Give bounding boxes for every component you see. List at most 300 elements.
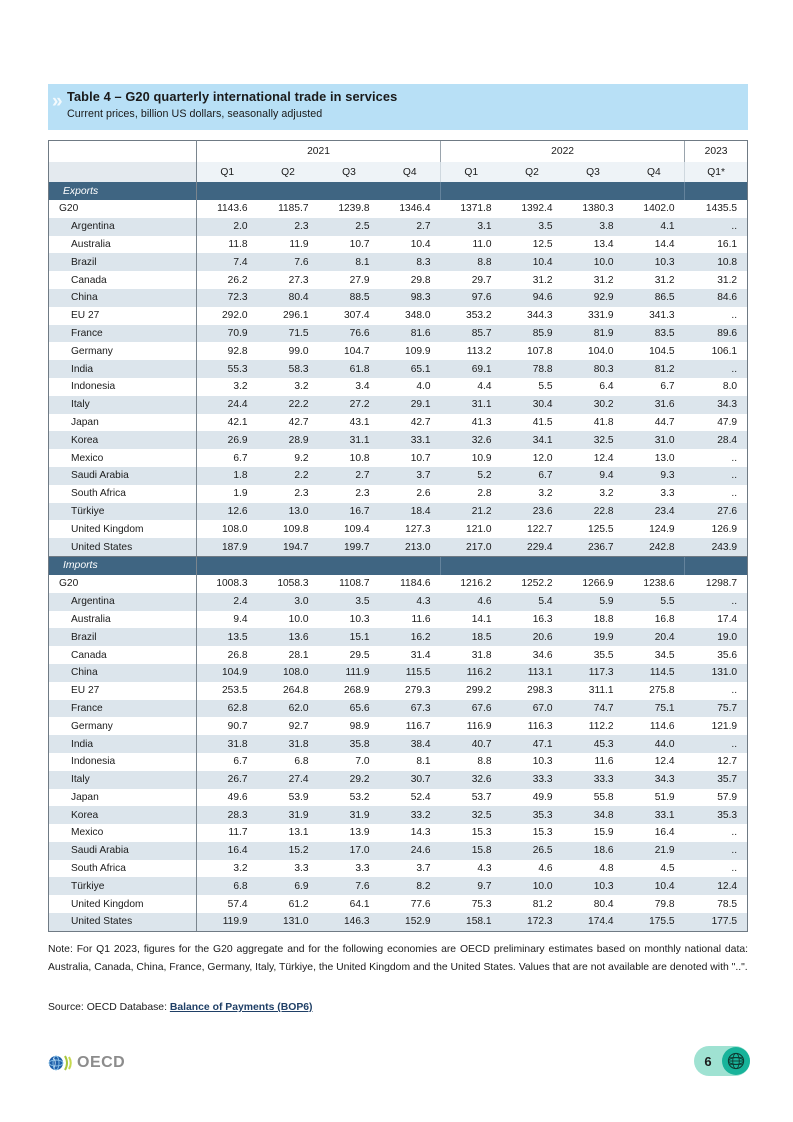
data-cell: 104.5 (624, 342, 685, 360)
data-cell: 109.4 (319, 520, 380, 538)
row-label: United States (49, 538, 197, 556)
data-cell: 41.5 (502, 414, 563, 432)
data-cell: 108.0 (197, 520, 258, 538)
data-cell: 42.7 (258, 414, 319, 432)
data-cell: 6.8 (197, 877, 258, 895)
oecd-globe-icon (48, 1053, 74, 1073)
section-spacer-cell (319, 556, 380, 575)
data-cell: 80.3 (563, 360, 624, 378)
data-cell: 125.5 (563, 520, 624, 538)
table-row (49, 806, 748, 824)
table-row (49, 700, 748, 718)
data-cell: 11.8 (197, 236, 258, 254)
quarter-header-cell: Q1 (441, 162, 502, 182)
data-cell: 5.4 (502, 593, 563, 611)
data-cell: 33.2 (380, 806, 441, 824)
data-cell: 1185.7 (258, 200, 319, 218)
data-cell: 31.1 (441, 396, 502, 414)
data-cell: 13.1 (258, 824, 319, 842)
section-spacer-cell (441, 556, 502, 575)
data-cell: 1238.6 (624, 575, 685, 593)
data-cell: 18.4 (380, 503, 441, 521)
data-cell: 31.2 (563, 271, 624, 289)
data-cell: 4.6 (441, 593, 502, 611)
data-cell: 31.2 (624, 271, 685, 289)
row-label: Argentina (49, 218, 197, 236)
data-cell: 49.9 (502, 789, 563, 807)
data-cell: 13.6 (258, 628, 319, 646)
data-cell: 81.6 (380, 325, 441, 343)
data-cell: 2.3 (258, 218, 319, 236)
data-cell: 8.2 (380, 877, 441, 895)
row-label: Indonesia (49, 753, 197, 771)
table-row (49, 717, 748, 735)
data-cell: 75.7 (685, 700, 748, 718)
data-cell: 44.0 (624, 735, 685, 753)
data-cell: 15.1 (319, 628, 380, 646)
data-cell: 97.6 (441, 289, 502, 307)
data-cell: 104.0 (563, 342, 624, 360)
data-cell: 3.7 (380, 860, 441, 878)
data-cell: 33.3 (563, 771, 624, 789)
data-cell: 175.5 (624, 913, 685, 931)
data-cell: 2.3 (258, 485, 319, 503)
data-cell: 6.8 (258, 753, 319, 771)
data-cell: 31.2 (502, 271, 563, 289)
data-cell: 24.4 (197, 396, 258, 414)
quarter-header-cell: Q4 (624, 162, 685, 182)
section-title: Exports (49, 182, 197, 200)
data-cell: 33.1 (624, 806, 685, 824)
data-cell: 86.5 (624, 289, 685, 307)
data-cell: 44.7 (624, 414, 685, 432)
data-cell: 111.9 (319, 664, 380, 682)
data-cell: 4.1 (624, 218, 685, 236)
data-cell: 55.3 (197, 360, 258, 378)
table-row (49, 646, 748, 664)
data-cell: 31.9 (319, 806, 380, 824)
data-cell: 341.3 (624, 307, 685, 325)
data-cell: 32.5 (441, 806, 502, 824)
data-cell: 81.2 (502, 895, 563, 913)
quarter-header-row (49, 162, 748, 182)
data-cell: 13.4 (563, 236, 624, 254)
data-cell: 1058.3 (258, 575, 319, 593)
data-cell: 20.4 (624, 628, 685, 646)
table-row (49, 271, 748, 289)
data-cell: 3.4 (319, 378, 380, 396)
data-cell: 26.5 (502, 842, 563, 860)
data-cell: 38.4 (380, 735, 441, 753)
table-row (49, 789, 748, 807)
data-cell: 12.6 (197, 503, 258, 521)
data-cell: 9.2 (258, 449, 319, 467)
data-cell: 213.0 (380, 538, 441, 556)
data-cell: 24.6 (380, 842, 441, 860)
data-cell: 53.2 (319, 789, 380, 807)
data-cell: 5.5 (502, 378, 563, 396)
table-row (49, 378, 748, 396)
data-cell: 11.0 (441, 236, 502, 254)
data-cell: 53.7 (441, 789, 502, 807)
table-row (49, 253, 748, 271)
row-label: India (49, 360, 197, 378)
data-cell: 57.9 (685, 789, 748, 807)
data-cell: 34.5 (624, 646, 685, 664)
table-row (49, 360, 748, 378)
data-table-container (48, 140, 746, 932)
data-cell: 172.3 (502, 913, 563, 931)
table-row (49, 842, 748, 860)
data-cell: 29.2 (319, 771, 380, 789)
data-cell: 112.2 (563, 717, 624, 735)
data-cell: 1184.6 (380, 575, 441, 593)
data-cell: 19.9 (563, 628, 624, 646)
table-row (49, 218, 748, 236)
data-cell: 32.5 (563, 431, 624, 449)
data-cell: 81.9 (563, 325, 624, 343)
section-spacer-cell (441, 182, 502, 200)
data-cell: 12.7 (685, 753, 748, 771)
data-cell: 3.8 (563, 218, 624, 236)
data-cell: 20.6 (502, 628, 563, 646)
row-label: India (49, 735, 197, 753)
data-cell: 9.7 (441, 877, 502, 895)
data-cell: 65.6 (319, 700, 380, 718)
table-row (49, 431, 748, 449)
data-cell: 61.2 (258, 895, 319, 913)
data-cell: 1239.8 (319, 200, 380, 218)
data-cell: 2.7 (380, 218, 441, 236)
data-cell: 1252.2 (502, 575, 563, 593)
data-cell: 16.4 (197, 842, 258, 860)
data-cell: 2.2 (258, 467, 319, 485)
data-cell: 34.3 (624, 771, 685, 789)
data-cell: 5.9 (563, 593, 624, 611)
data-cell: 6.7 (502, 467, 563, 485)
data-cell: 8.1 (319, 253, 380, 271)
row-label: South Africa (49, 860, 197, 878)
data-cell: 90.7 (197, 717, 258, 735)
data-cell: 31.9 (258, 806, 319, 824)
data-cell: 77.6 (380, 895, 441, 913)
data-cell: 8.8 (441, 753, 502, 771)
data-cell: 51.9 (624, 789, 685, 807)
data-cell: 34.1 (502, 431, 563, 449)
data-cell: 1402.0 (624, 200, 685, 218)
data-cell: 16.1 (685, 236, 748, 254)
data-cell: 1008.3 (197, 575, 258, 593)
data-cell: 152.9 (380, 913, 441, 931)
quarter-header-cell: Q2 (502, 162, 563, 182)
row-label: Korea (49, 431, 197, 449)
data-cell: 14.1 (441, 611, 502, 629)
table-row (49, 200, 748, 218)
data-cell: 124.9 (624, 520, 685, 538)
data-cell: 88.5 (319, 289, 380, 307)
data-cell: 117.3 (563, 664, 624, 682)
data-cell: 11.6 (380, 611, 441, 629)
data-cell: 40.7 (441, 735, 502, 753)
data-cell: 75.1 (624, 700, 685, 718)
quarter-header-cell: Q1 (197, 162, 258, 182)
data-cell: 275.8 (624, 682, 685, 700)
data-cell: 14.3 (380, 824, 441, 842)
row-label: Germany (49, 717, 197, 735)
data-cell: 45.3 (563, 735, 624, 753)
data-cell: 4.8 (563, 860, 624, 878)
data-cell: 7.4 (197, 253, 258, 271)
data-cell: 57.4 (197, 895, 258, 913)
year-header-cell: 2022 (441, 141, 685, 163)
data-cell: 62.0 (258, 700, 319, 718)
data-cell: 8.3 (380, 253, 441, 271)
data-cell: 13.9 (319, 824, 380, 842)
data-cell: 15.2 (258, 842, 319, 860)
data-cell: 34.3 (685, 396, 748, 414)
table-row (49, 628, 748, 646)
data-cell: 2.6 (380, 485, 441, 503)
row-label: Argentina (49, 593, 197, 611)
source-prefix: Source: OECD Database: (48, 1002, 170, 1013)
data-cell: 344.3 (502, 307, 563, 325)
data-cell: 187.9 (197, 538, 258, 556)
data-cell: 27.2 (319, 396, 380, 414)
data-cell: 7.6 (258, 253, 319, 271)
data-cell: 243.9 (685, 538, 748, 556)
data-cell: 4.5 (624, 860, 685, 878)
data-cell: 67.6 (441, 700, 502, 718)
quarter-header-cell: Q3 (319, 162, 380, 182)
data-cell: 8.0 (685, 378, 748, 396)
data-cell: 32.6 (441, 771, 502, 789)
row-label: G20 (49, 200, 197, 218)
data-cell: 35.7 (685, 771, 748, 789)
data-cell: 42.1 (197, 414, 258, 432)
data-cell: 84.6 (685, 289, 748, 307)
data-cell: 174.4 (563, 913, 624, 931)
data-cell: 10.8 (685, 253, 748, 271)
data-cell: 4.0 (380, 378, 441, 396)
data-cell: 26.2 (197, 271, 258, 289)
section-spacer-cell (380, 182, 441, 200)
data-cell: 80.4 (258, 289, 319, 307)
data-cell: .. (685, 842, 748, 860)
row-label: South Africa (49, 485, 197, 503)
data-cell: 35.3 (685, 806, 748, 824)
data-cell: 1.8 (197, 467, 258, 485)
data-cell: 10.7 (319, 236, 380, 254)
section-spacer-cell (502, 556, 563, 575)
data-cell: 31.8 (441, 646, 502, 664)
table-title: Table 4 – G20 quarterly international trade in services (67, 89, 398, 104)
data-cell: 158.1 (441, 913, 502, 931)
data-cell: 3.2 (258, 378, 319, 396)
data-cell: 72.3 (197, 289, 258, 307)
row-label: Mexico (49, 449, 197, 467)
data-cell: 6.7 (197, 753, 258, 771)
row-label: Italy (49, 396, 197, 414)
data-cell: 35.5 (563, 646, 624, 664)
data-cell: 119.9 (197, 913, 258, 931)
table-subtitle: Current prices, billion US dollars, seasonally adjusted (67, 108, 323, 120)
data-cell: 9.4 (563, 467, 624, 485)
data-cell: 80.4 (563, 895, 624, 913)
data-cell: 94.6 (502, 289, 563, 307)
data-cell: 89.6 (685, 325, 748, 343)
row-label: Korea (49, 806, 197, 824)
data-cell: 31.2 (685, 271, 748, 289)
data-cell: 47.9 (685, 414, 748, 432)
data-cell: 264.8 (258, 682, 319, 700)
data-cell: 109.9 (380, 342, 441, 360)
data-cell: 31.1 (319, 431, 380, 449)
data-cell: 69.1 (441, 360, 502, 378)
data-cell: 35.3 (502, 806, 563, 824)
section-spacer-cell (685, 182, 748, 200)
data-cell: 299.2 (441, 682, 502, 700)
table-row (49, 289, 748, 307)
double-chevron-right-icon: » (52, 91, 60, 112)
oecd-wordmark: OECD (77, 1054, 126, 1071)
data-cell: 2.0 (197, 218, 258, 236)
source-line (48, 1002, 748, 1013)
data-cell: 2.5 (319, 218, 380, 236)
data-cell: 22.8 (563, 503, 624, 521)
data-cell: 268.9 (319, 682, 380, 700)
data-cell: 11.7 (197, 824, 258, 842)
data-cell: 3.0 (258, 593, 319, 611)
data-cell: 35.6 (685, 646, 748, 664)
data-cell: 16.8 (624, 611, 685, 629)
data-cell: 61.8 (319, 360, 380, 378)
table-row (49, 485, 748, 503)
data-cell: 311.1 (563, 682, 624, 700)
row-label: Italy (49, 771, 197, 789)
data-cell: 126.9 (685, 520, 748, 538)
quarter-header-cell: Q4 (380, 162, 441, 182)
data-cell: 31.8 (258, 735, 319, 753)
data-cell: 99.0 (258, 342, 319, 360)
data-cell: 10.3 (563, 877, 624, 895)
data-cell: 5.2 (441, 467, 502, 485)
section-spacer-cell (380, 556, 441, 575)
data-cell: 81.2 (624, 360, 685, 378)
data-cell: .. (685, 682, 748, 700)
table-row (49, 593, 748, 611)
data-cell: 1216.2 (441, 575, 502, 593)
table-row (49, 611, 748, 629)
data-cell: 74.7 (563, 700, 624, 718)
data-cell: 1266.9 (563, 575, 624, 593)
table-row (49, 877, 748, 895)
data-cell: 70.9 (197, 325, 258, 343)
data-cell: 296.1 (258, 307, 319, 325)
data-cell: 29.7 (441, 271, 502, 289)
data-cell: 16.7 (319, 503, 380, 521)
data-cell: 199.7 (319, 538, 380, 556)
data-cell: 26.9 (197, 431, 258, 449)
year-header-cell (49, 141, 197, 163)
data-cell: 13.0 (258, 503, 319, 521)
section-spacer-cell (624, 182, 685, 200)
table-row (49, 771, 748, 789)
data-cell: 279.3 (380, 682, 441, 700)
data-cell: 13.5 (197, 628, 258, 646)
data-cell: 29.1 (380, 396, 441, 414)
data-cell: .. (685, 467, 748, 485)
section-spacer-cell (685, 556, 748, 575)
data-cell: 34.8 (563, 806, 624, 824)
table-row (49, 538, 748, 556)
data-cell: 10.8 (319, 449, 380, 467)
data-cell: 28.4 (685, 431, 748, 449)
data-cell: 12.0 (502, 449, 563, 467)
row-label: Canada (49, 271, 197, 289)
table-row (49, 467, 748, 485)
data-cell: 116.2 (441, 664, 502, 682)
page-number: 6 (704, 1053, 712, 1069)
data-cell: 131.0 (685, 664, 748, 682)
data-cell: 55.8 (563, 789, 624, 807)
data-cell: 10.0 (502, 877, 563, 895)
data-cell: 3.2 (563, 485, 624, 503)
data-cell: 5.5 (624, 593, 685, 611)
data-cell: 30.4 (502, 396, 563, 414)
data-cell: 10.3 (319, 611, 380, 629)
table-row (49, 520, 748, 538)
data-cell: 67.3 (380, 700, 441, 718)
data-cell: 64.1 (319, 895, 380, 913)
data-cell: 121.9 (685, 717, 748, 735)
data-cell: 2.3 (319, 485, 380, 503)
section-spacer-cell (258, 182, 319, 200)
data-cell: 4.3 (380, 593, 441, 611)
row-label: China (49, 664, 197, 682)
data-cell: 31.4 (380, 646, 441, 664)
data-cell: 28.1 (258, 646, 319, 664)
data-cell: 3.3 (624, 485, 685, 503)
section-spacer-cell (319, 182, 380, 200)
data-cell: 10.0 (563, 253, 624, 271)
data-cell: 177.5 (685, 913, 748, 931)
data-cell: 15.8 (441, 842, 502, 860)
section-spacer-cell (197, 556, 258, 575)
section-spacer-cell (258, 556, 319, 575)
data-cell: 104.7 (319, 342, 380, 360)
data-cell: 113.1 (502, 664, 563, 682)
data-cell: 106.1 (685, 342, 748, 360)
data-cell: 15.3 (502, 824, 563, 842)
data-cell: .. (685, 824, 748, 842)
row-label: EU 27 (49, 682, 197, 700)
source-link[interactable]: Balance of Payments (BOP6) (169, 1002, 313, 1013)
data-cell: 4.4 (441, 378, 502, 396)
section-title: Imports (49, 556, 197, 575)
data-cell: 131.0 (258, 913, 319, 931)
data-cell: 1346.4 (380, 200, 441, 218)
data-cell: 9.3 (624, 467, 685, 485)
data-cell: 348.0 (380, 307, 441, 325)
data-cell: .. (685, 593, 748, 611)
data-cell: 3.1 (441, 218, 502, 236)
data-cell: 31.0 (624, 431, 685, 449)
data-cell: 236.7 (563, 538, 624, 556)
data-cell: 85.9 (502, 325, 563, 343)
row-label: Saudi Arabia (49, 842, 197, 860)
data-cell: 53.9 (258, 789, 319, 807)
data-cell: .. (685, 735, 748, 753)
